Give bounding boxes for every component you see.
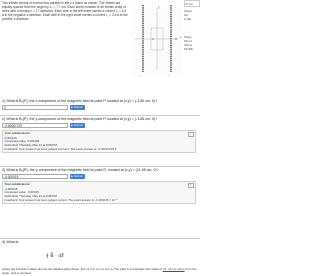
submit-label: Submit bbox=[73, 174, 83, 179]
question-3-submissions bbox=[2, 181, 196, 204]
question-3-submit-button[interactable] bbox=[70, 174, 85, 179]
description-text: where the integral is taken around the dashed path shown, from a to b to c to d to a. The path is a rectangle with sides of bbox=[2, 267, 162, 271]
feedback-text: Feedback: Your answer has been judged correct. The exact answer is: -0.000015 = 10⁻⁵ bbox=[4, 197, 118, 202]
question-3 bbox=[2, 168, 198, 204]
submit-icon: ▶ bbox=[71, 175, 74, 179]
question-1 bbox=[2, 99, 198, 110]
computed-value: Computed value: 0.000129 bbox=[4, 139, 40, 144]
side-panel bbox=[184, 0, 200, 51]
submitted-time: Submitted: Thursday, May 12 at 8:08 PM bbox=[4, 194, 57, 199]
submissions-label: Your submissions: bbox=[4, 130, 31, 135]
side-text-3: Paige bbox=[184, 35, 192, 39]
question-2 bbox=[2, 117, 198, 153]
question-4 bbox=[2, 240, 198, 244]
question-4-description bbox=[2, 268, 198, 276]
side-text-2: Mc bbox=[184, 13, 188, 17]
expand-icon[interactable]: × bbox=[188, 132, 194, 137]
side-text-5: SOLU bbox=[184, 43, 193, 47]
side-text-1: Variat bbox=[184, 9, 192, 13]
y-axis-label: y bbox=[158, 5, 160, 9]
feedback-text: Feedback: Your answer has been judged incorrect. The exact answer is: -0.00067129 T bbox=[4, 146, 117, 151]
side-text-4: Mund bbox=[184, 39, 192, 43]
side-text-6: MORE bbox=[184, 47, 193, 51]
question-3-answer-input[interactable]: -0.000015 bbox=[2, 174, 68, 180]
point-p bbox=[152, 38, 153, 39]
question-3-text: 3) What is Bᵧ(R), the y-component of the magnetic field at point R, located at (x,y) = (11.55 cm, 0)? bbox=[2, 168, 159, 172]
description-link[interactable]: ref. refs-in-plane bbox=[162, 267, 185, 271]
description-rest: from the origin, and is oriented. bbox=[2, 267, 197, 275]
question-2-submit-button[interactable] bbox=[70, 123, 85, 128]
submitted-time: Submitted: Thursday, May 12 at 8:08 PM bbox=[4, 143, 57, 148]
submit-icon: ▶ bbox=[71, 124, 74, 128]
question-4-text: 4) What is: bbox=[2, 240, 20, 244]
submit-label: Submit bbox=[73, 105, 83, 110]
current-sheets-figure bbox=[131, 2, 183, 76]
line-integral-equation: ∮ B⃗ · dℓ⃗ bbox=[46, 253, 64, 259]
submissions-label: Your submissions: bbox=[4, 181, 31, 186]
computed-value: Computed value: -0.00015 bbox=[4, 190, 39, 195]
question-1-text: 1) What is Bₓ(P), the x-component of the magnetic field at point P, located at (x,y) = (-3.85 cm, 0)? bbox=[2, 99, 158, 103]
side-link[interactable]: & Wa bbox=[184, 17, 192, 21]
question-1-submit-button[interactable] bbox=[70, 105, 85, 110]
question-2-submissions bbox=[2, 130, 196, 153]
expand-icon[interactable]: × bbox=[188, 183, 194, 188]
submission-value: 0.000129 bbox=[4, 135, 17, 140]
figure-svg bbox=[131, 2, 183, 76]
submission-value: -0.000015 bbox=[4, 186, 18, 191]
right-current-label: I₂ bbox=[168, 74, 170, 76]
left-current-label: I₁ bbox=[140, 74, 142, 76]
question-1-answer-input[interactable]: 0 bbox=[2, 105, 68, 111]
submit-icon: ▶ bbox=[71, 106, 74, 110]
x-axis-label: x bbox=[180, 35, 182, 39]
question-2-answer-input[interactable]: -0.00067129 bbox=[2, 123, 68, 129]
question-2-text: 2) What is Bᵧ(P), the y-component of the magnetic field at point P, located at (x,y) = (-3.85 cm, 0)? bbox=[2, 117, 158, 121]
side-title: B Cur bbox=[184, 0, 200, 7]
submit-label: Submit bbox=[73, 123, 83, 128]
point-r bbox=[175, 38, 176, 39]
problem-statement: Two infinite sheets of current flow parallel to the y-z plane as shown. The sheets are equally spaced from the origin by x₀ = 7.7 cm. Each sheet consists of an infinite array of wires with a density n = 17 wires/cm. Each wire in the left sheet carries a current I₁ = 3.9 A in the negative z-direction. Each wire in the right sheet carries a current I₂ = 3.6 A in the positive z-direction. bbox=[2, 1, 128, 22]
